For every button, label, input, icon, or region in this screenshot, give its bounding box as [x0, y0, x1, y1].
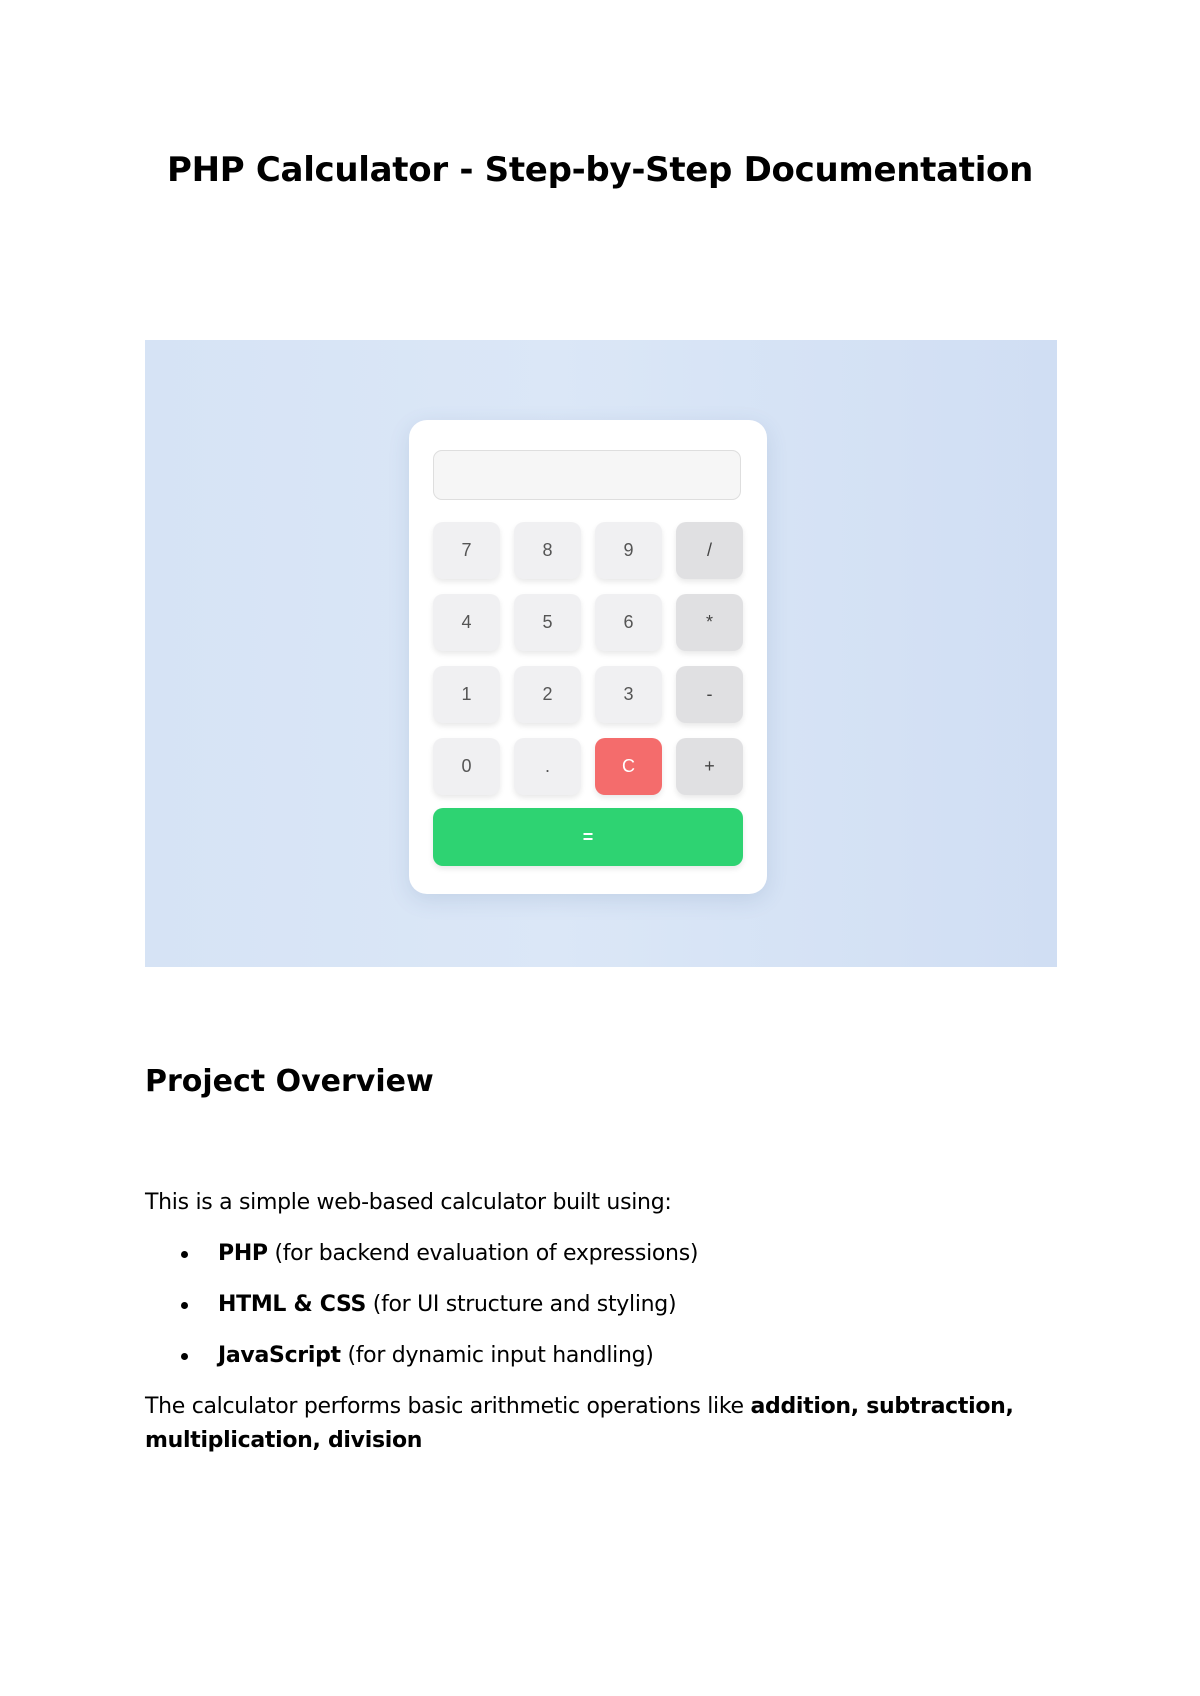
operation-name: addition: [750, 1394, 851, 1419]
calculator-display: [433, 450, 741, 500]
calculator-screenshot: [145, 340, 1057, 967]
technology-name: PHP: [218, 1241, 268, 1266]
list-item: [145, 1237, 1045, 1288]
operation-name: multiplication: [145, 1428, 313, 1453]
digit-key-5: 5: [514, 594, 581, 651]
equals-key: =: [433, 808, 743, 866]
bullet-icon: [181, 1302, 188, 1309]
clear-key: C: [595, 738, 662, 795]
digit-key-6: 6: [595, 594, 662, 651]
summary-prefix: The calculator performs basic arithmetic operations like: [145, 1394, 751, 1419]
technology-description: (for dynamic input handling): [340, 1343, 654, 1368]
digit-key-1: 1: [433, 666, 500, 723]
subtract-key: -: [676, 666, 743, 723]
digit-key-4: 4: [433, 594, 500, 651]
technology-list: [145, 1237, 1045, 1390]
project-overview-heading: Project Overview: [145, 1064, 434, 1099]
technology-name: HTML & CSS: [218, 1292, 367, 1317]
technology-description: (for backend evaluation of expressions): [267, 1241, 699, 1266]
digit-key-7: 7: [433, 522, 500, 579]
list-item: [145, 1288, 1045, 1339]
calculator-card: [409, 420, 767, 894]
overview-intro: This is a simple web-based calculator built using:: [145, 1190, 672, 1215]
decimal-key: .: [514, 738, 581, 795]
bullet-icon: [181, 1353, 188, 1360]
multiply-key: *: [676, 594, 743, 651]
operation-name: division: [327, 1428, 423, 1453]
digit-key-0: 0: [433, 738, 500, 795]
bullet-icon: [181, 1251, 188, 1258]
operation-separator: ,: [312, 1428, 328, 1453]
digit-key-3: 3: [595, 666, 662, 723]
digit-key-2: 2: [514, 666, 581, 723]
divide-key: /: [676, 522, 743, 579]
technology-name: JavaScript: [218, 1343, 341, 1368]
document-title: PHP Calculator - Step-by-Step Documentation: [166, 150, 1034, 190]
add-key: +: [676, 738, 743, 795]
operation-separator: ,: [850, 1394, 867, 1419]
digit-key-8: 8: [514, 522, 581, 579]
operation-separator: ,: [1005, 1394, 1014, 1419]
list-item: [145, 1339, 1045, 1390]
digit-key-9: 9: [595, 522, 662, 579]
operation-name: subtraction: [866, 1394, 1006, 1419]
overview-summary: [145, 1390, 1045, 1458]
technology-description: (for UI structure and styling): [366, 1292, 677, 1317]
